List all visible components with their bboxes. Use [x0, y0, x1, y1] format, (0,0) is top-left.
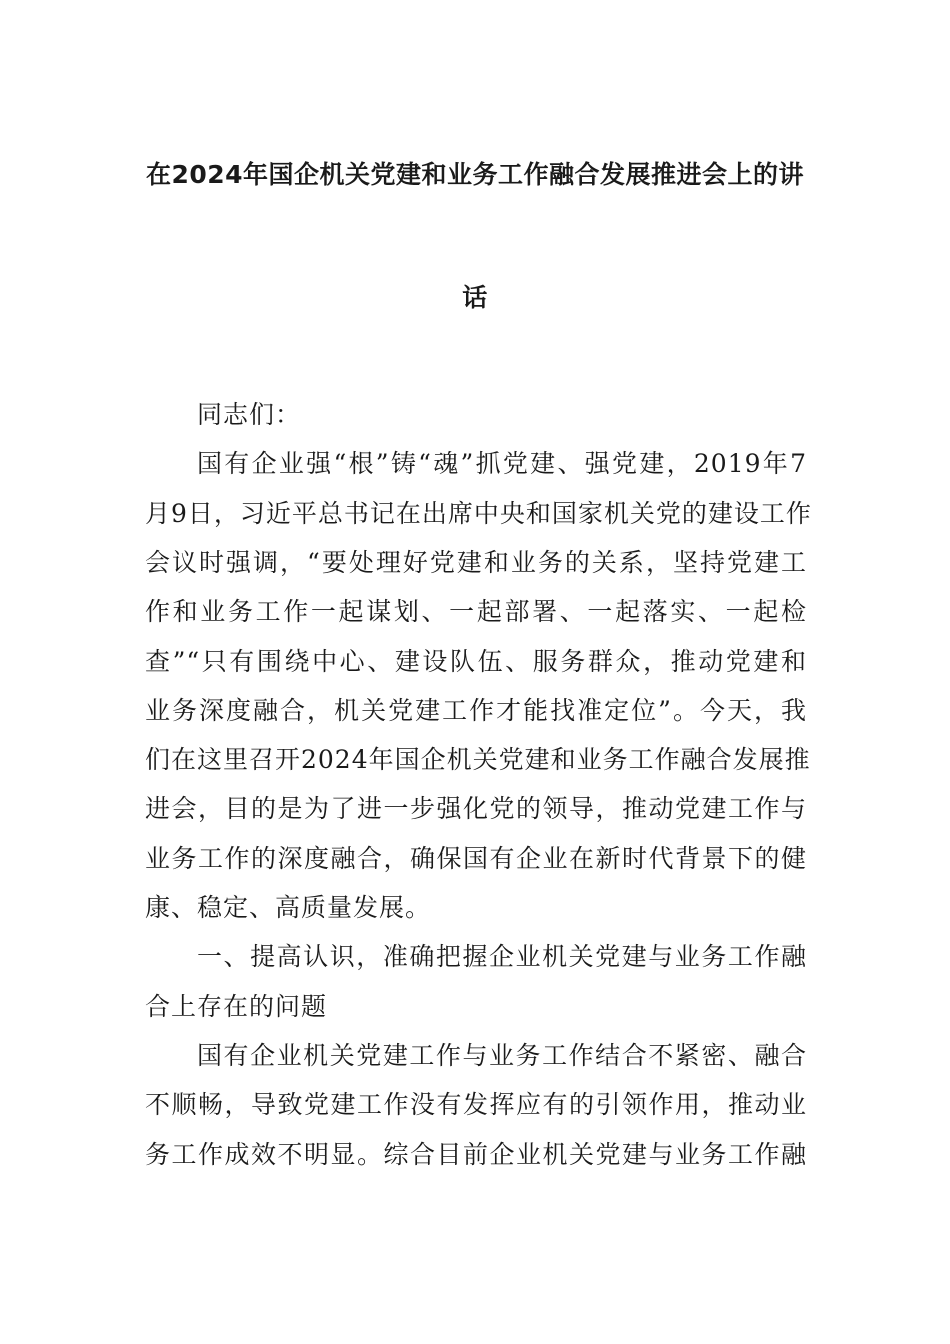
paragraph-1-line: 康、稳定、高质量发展。: [145, 893, 432, 922]
document-title-line-2: 话: [462, 283, 488, 312]
section-heading-line: 一、提高认识，准确把握企业机关党建与业务工作融: [197, 942, 807, 971]
paragraph-1-line: 国有企业强“根”铸“魂”抓党建、强党建，2019年7: [197, 449, 807, 478]
paragraph-1-line: 作和业务工作一起谋划、一起部署、一起落实、一起检: [145, 597, 807, 626]
paragraph-2-line: 务工作成效不明显。综合目前企业机关党建与业务工作融: [145, 1140, 807, 1169]
paragraph-1-line: 查”“只有围绕中心、建设队伍、服务群众，推动党建和: [145, 647, 807, 676]
paragraph-2-line: 不顺畅，导致党建工作没有发挥应有的引领作用，推动业: [145, 1090, 807, 1119]
paragraph-1-line: 业务工作的深度融合，确保国有企业在新时代背景下的健: [145, 844, 807, 873]
salutation: 同志们：: [197, 400, 302, 429]
paragraph-2-line: 国有企业机关党建工作与业务工作结合不紧密、融合: [197, 1041, 807, 1070]
section-heading-line: 合上存在的问题: [145, 992, 328, 1021]
paragraph-1-line: 月9日，习近平总书记在出席中央和国家机关党的建设工作: [145, 499, 812, 528]
paragraph-1-line: 进会，目的是为了进一步强化党的领导，推动党建工作与: [145, 794, 807, 823]
document-title-line-1: 在2024年国企机关党建和业务工作融合发展推进会上的讲: [145, 160, 805, 189]
paragraph-1-line: 们在这里召开2024年国企机关党建和业务工作融合发展推: [145, 745, 811, 774]
paragraph-1-line: 会议时强调，“要处理好党建和业务的关系，坚持党建工: [145, 548, 807, 577]
paragraph-1-line: 业务深度融合，机关党建工作才能找准定位”。今天，我: [145, 696, 807, 725]
